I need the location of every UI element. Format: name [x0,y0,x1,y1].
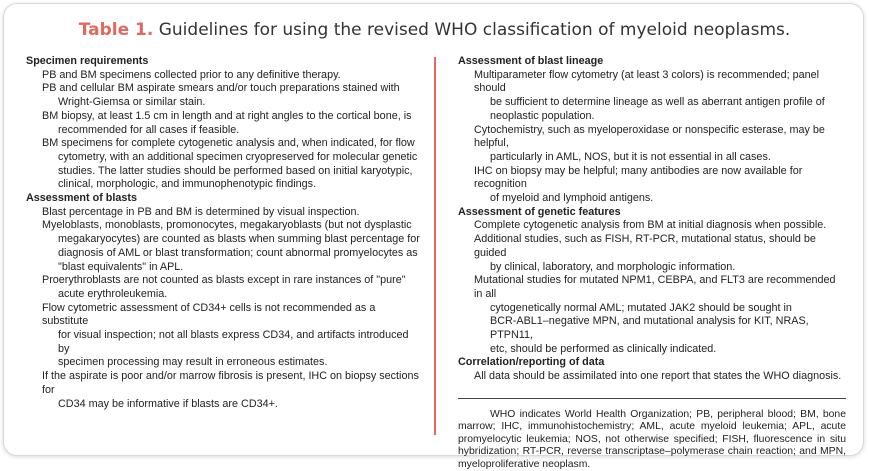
list-item: diagnosis of AML or blast transformation; count abnormal promyelocytes as [58,246,418,259]
list-item: Complete cytogenetic analysis from BM at initial diagnosis when possible. [474,219,827,232]
section-heading-genetic: Assessment of genetic features [458,205,621,218]
list-item: "blast equivalents" in APL. [58,260,184,273]
list-item: All data should be assimilated into one report that states the WHO diagnosis. [474,370,842,383]
list-item: clinical, morphologic, and immunophenotypic findings. [58,178,317,191]
list-item: IHC on biopsy may be helpful; many antibodies are now available for recognition [474,164,803,191]
list-item: cytogenetically normal AML; mutated JAK2 should be sought in [490,301,792,314]
section-heading-specimen: Specimen requirements [26,55,149,67]
section-heading-blasts: Assessment of blasts [26,192,138,205]
right-column [458,55,846,471]
section-heading-lineage: Assessment of blast lineage [458,55,604,67]
list-item: Mutational studies for mutated NPM1, CEBPA, and FLT3 are recommended in all [474,274,836,300]
list-item: be sufficient to determine lineage as well as aberrant antigen profile of [490,96,825,109]
list-item: BCR-ABL1–negative MPN, and mutational analysis for KIT, NRAS, PTPN11, [490,315,809,342]
list-item: neoplastic population. [490,109,595,122]
list-item: for visual inspection; not all blasts express CD34, and artifacts introduced by [58,329,409,355]
list-item: acute erythroleukemia. [58,287,168,300]
list-item: recommended for all cases if feasible. [58,123,240,136]
table-footnote [458,398,846,471]
list-item: megakaryocytes) are counted as blasts when summing blast percentage for [58,233,420,246]
list-item: Wright-Giemsa or similar stain. [58,96,206,109]
list-item: Blast percentage in PB and BM is determined by visual inspection. [42,205,360,218]
section-heading-reporting: Correlation/reporting of data [458,356,605,369]
list-item: Multiparameter flow cytometry (at least 3 colors) is recommended; panel should [474,68,820,95]
table-title: Guidelines for using the revised WHO classification of myeloid neoplasms. [153,20,791,40]
left-column [26,55,422,411]
table-label: Table 1. [78,20,154,40]
list-item: particularly in AML, NOS, but it is not essential in all cases. [490,150,771,163]
table-caption [0,20,869,40]
list-item: of myeloid and lymphoid antigens. [490,192,654,205]
list-item: Myeloblasts, monoblasts, promonocytes, megakaryoblasts (but not dysplastic [42,219,412,232]
list-item: BM biopsy, at least 1.5 cm in length and at right angles to the cortical bone, is [42,109,412,122]
list-item: Proerythroblasts are not counted as blasts except in rare instances of "pure" [42,274,406,287]
list-item: etc, should be performed as clinically indicated. [490,342,717,355]
list-item: CD34 may be informative if blasts are CD34+. [58,397,278,410]
list-item: by clinical, laboratory, and morphologic information. [490,260,736,273]
list-item: If the aspirate is poor and/or marrow fibrosis is present, IHC on biopsy sections for [42,370,419,396]
list-item: Flow cytometric assessment of CD34+ cells is not recommended as a substitute [42,301,376,328]
list-item: PB and BM specimens collected prior to any definitive therapy. [42,68,341,81]
footnote-text: WHO indicates World Health Organization; PB, peripheral blood; BM, bone marrow; IHC, immunohistochemistry; AML, acute myeloid leukemia; APL, acute promyelocytic leukemia; NOS, not otherwise specified; FISH, fluorescence in situ hybridization; RT-PCR, reverse transcriptase–polymerase chain reaction; and MPN, myeloproliferative neoplasm. [458,408,846,470]
column-divider [434,57,436,435]
list-item: cytometry, with an additional specimen cryopreserved for molecular genetic [58,150,418,163]
list-item: specimen processing may result in erroneous estimates. [58,356,328,369]
list-item: Additional studies, such as FISH, RT-PCR, mutational status, should be guided [474,233,816,259]
list-item: studies. The latter studies should be performed based on initial karyotypic, [58,164,413,177]
list-item: Cytochemistry, such as myeloperoxidase or nonspecific esterase, may be helpful, [474,123,825,150]
list-item: BM specimens for complete cytogenetic analysis and, when indicated, for flow [42,137,415,150]
list-item: PB and cellular BM aspirate smears and/or touch preparations stained with [42,82,400,95]
